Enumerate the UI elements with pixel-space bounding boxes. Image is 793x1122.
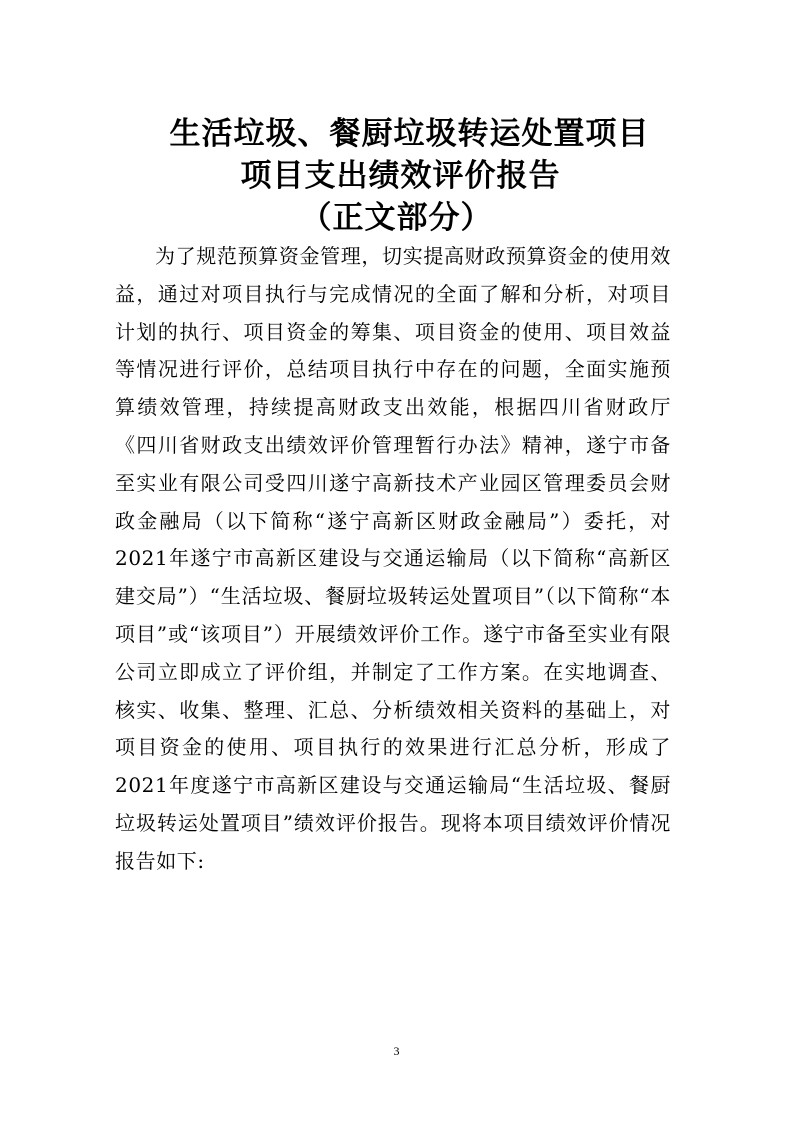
report-title-line-2: 项目支出绩效评价报告 [240, 158, 561, 194]
body-paragraph: 为了规范预算资金管理，切实提高财政预算资金的使用效益，通过对项目执行与完成情况的全面了解和分析，对项目计划的执行、项目资金的筹集、项目资金的使用、项目效益等情况进行评价，总结项目执行中存在的问题，全面实施预算绩效管理，持续提高财政支出效能，根据四川省财政厅《四川省财政支出绩效评价管理暂行办法》精神，遂宁市备至实业有限公司受四川遂宁高新技术产业园区管理委员会财政金融局（以下简称“遂宁高新区财政金融局”）委托，对2021年遂宁市高新区建设与交通运输局（以下简称“高新区建交局”）“生活垃圾、餐厨垃圾转运处置项目”（以下简称“本项目”或“该项目”）开展绩效评价工作。遂宁市备至实业有限公司立即成立了评价组，并制定了工作方案。在实地调查、核实、收集、整理、汇总、分析绩效相关资料的基础上，对项目资金的使用、项目执行的效果进行汇总分析，形成了2021年度遂宁市高新区建设与交通运输局“生活垃圾、餐厨垃圾转运处置项目”绩效评价报告。现将本项目绩效评价情况报告如下: [115, 244, 671, 873]
report-subtitle: （正文部分） [300, 200, 493, 236]
title-block [0, 113, 793, 239]
report-title-line-1: 生活垃圾、餐厨垃圾转运处置项目 [169, 116, 650, 152]
page-number: 3 [393, 1044, 400, 1058]
